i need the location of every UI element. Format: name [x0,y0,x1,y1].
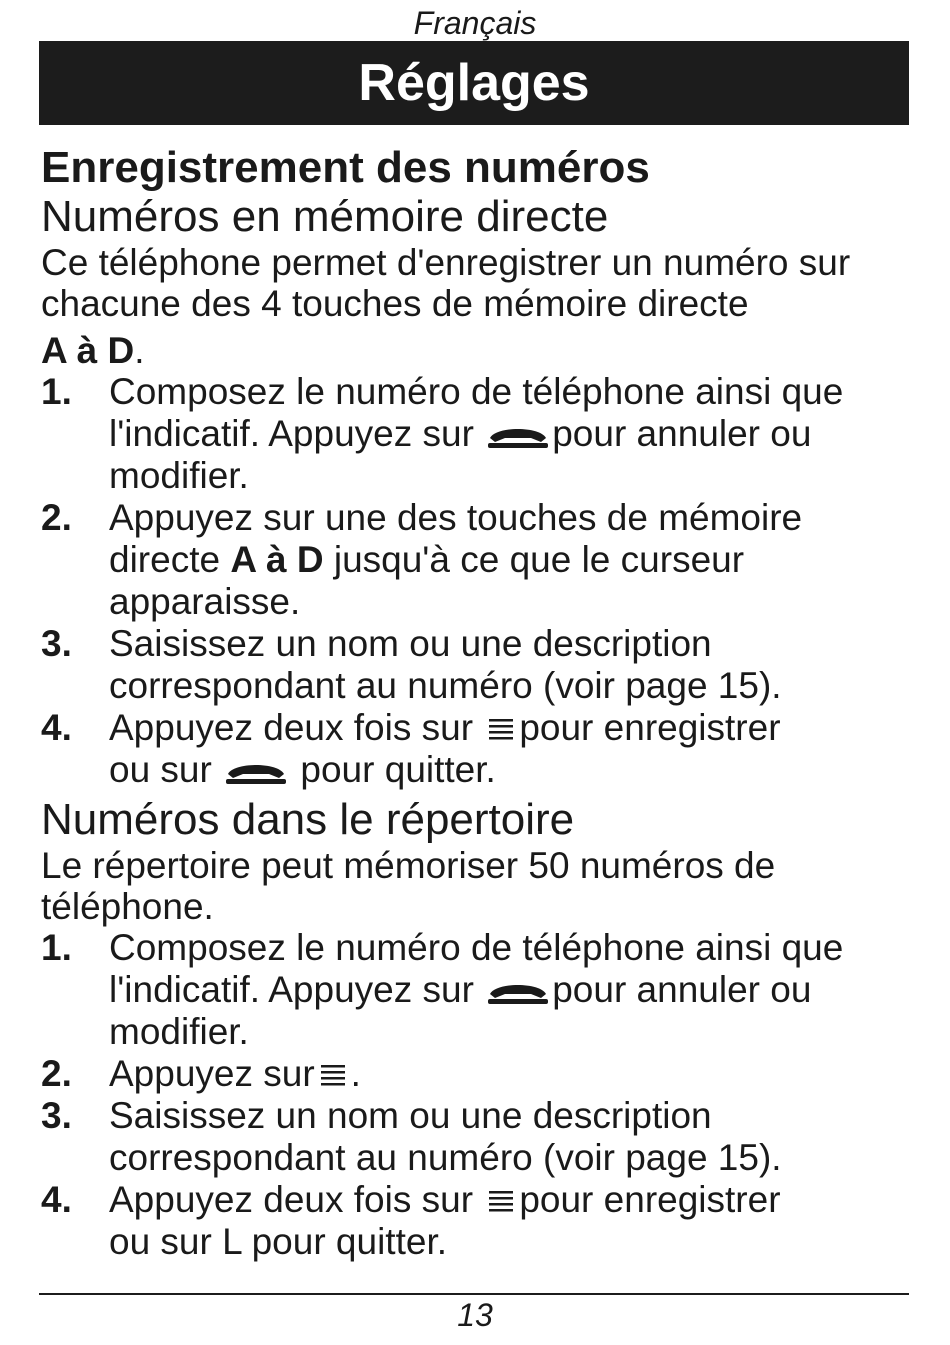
direct-memory-intro [41,242,916,371]
step-text-mid: pour enregistrer [519,1179,781,1220]
step-text: Appuyez deux fois sur [109,1179,474,1220]
step-text-end: ou sur L pour quitter. [109,1221,448,1262]
list-item [41,707,916,791]
list-item [41,1179,916,1263]
step-bold: A à D [230,539,324,580]
list-item [41,371,916,497]
step-number: 1. [41,927,72,968]
directory-title: Numéros dans le répertoire [41,795,575,844]
hang-up-icon [224,758,288,786]
direct-memory-title: Numéros en mémoire directe [41,192,609,241]
footer-divider [39,1293,909,1295]
step-text-or: ou sur [109,749,212,790]
step-text: Appuyez deux fois sur [109,707,474,748]
hang-up-icon [486,422,550,450]
menu-icon [487,1188,515,1216]
directory-intro: Le répertoire peut mémoriser 50 numéros de téléphone. [41,845,776,927]
step-text: Composez le numéro de téléphone ainsi que l'indicatif. Appuyez sur [109,371,844,454]
hang-up-icon [486,978,550,1006]
section-title: Enregistrement des numéros [41,143,650,192]
step-number: 3. [41,1095,72,1136]
intro-text: Ce téléphone permet d'enregistrer un numéro sur chacune des 4 touches de mémoire directe [41,242,851,324]
step-text-end: pour annuler ou modifier. [109,413,812,496]
direct-steps [41,371,916,791]
step-text-end: jusqu'à ce que le curseur apparaisse. [109,539,745,622]
step-number: 3. [41,623,72,664]
language-label: Français [413,5,537,41]
intro-period: . [134,330,145,371]
list-item [41,1095,916,1179]
intro-end [41,330,916,371]
list-item [41,623,916,707]
step-number: 4. [41,1179,72,1220]
step-number: 2. [41,1053,72,1094]
step-text-mid: pour enregistrer [519,707,781,748]
step-text: Appuyez sur une des touches de mémoire directe [109,497,803,580]
page-number: 13 [457,1297,493,1333]
step-text-end: pour quitter. [300,749,496,790]
step-number: 4. [41,707,72,748]
step-text: Saisissez un nom ou une description correspondant au numéro (voir page 15). [109,1095,782,1178]
step-text: Composez le numéro de téléphone ainsi que l'indicatif. Appuyez sur [109,927,844,1010]
step-text: Saisissez un nom ou une description correspondant au numéro (voir page 15). [109,623,782,706]
step-number: 1. [41,371,72,412]
menu-icon [487,716,515,744]
content [41,142,916,1263]
step-text-end: pour annuler ou modifier. [109,969,812,1052]
list-item [41,1053,916,1095]
step-text: Appuyez sur [109,1053,315,1094]
directory-steps [41,927,916,1263]
list-item [41,497,916,623]
menu-icon [319,1062,347,1090]
step-number: 2. [41,497,72,538]
list-item [41,927,916,1053]
banner-title: Réglages [39,41,909,125]
step-text-end: . [350,1053,361,1094]
intro-bold: A à D [41,330,135,371]
